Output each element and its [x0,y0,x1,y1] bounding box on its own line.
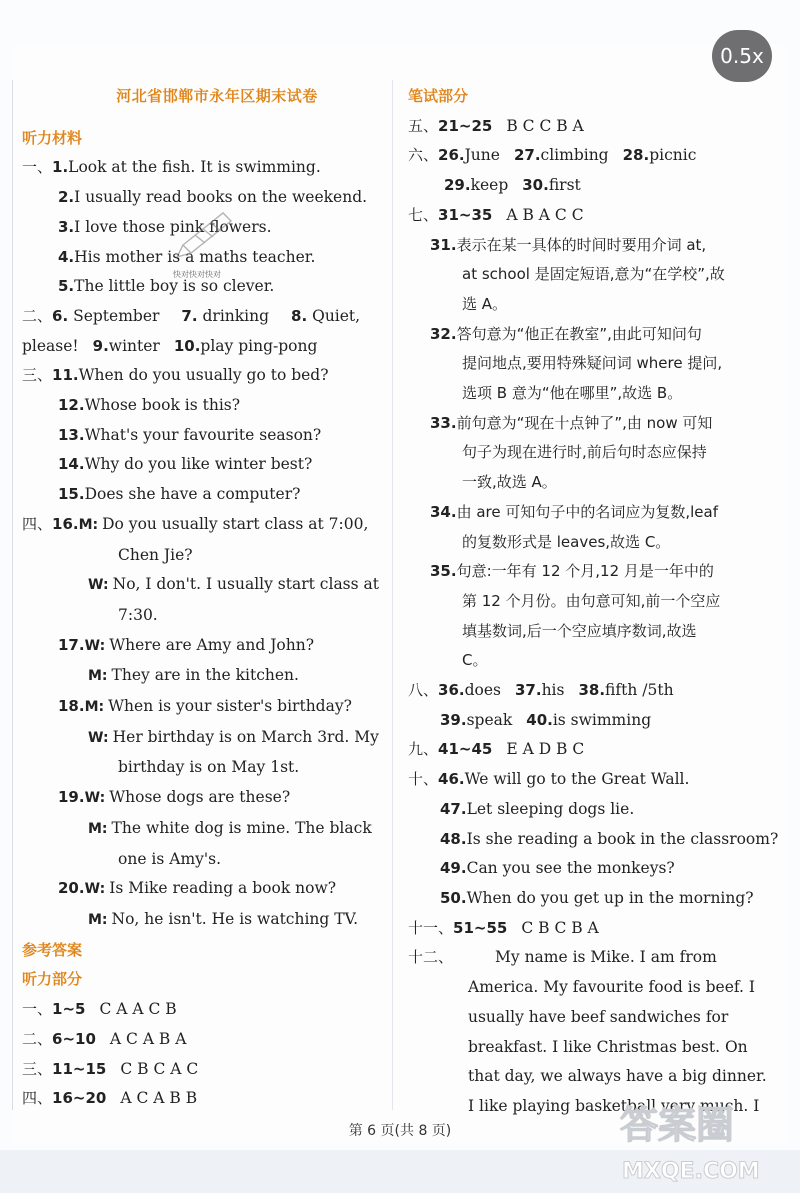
answer-range: 6~10 [52,1029,96,1048]
section-label: 三、 [22,1059,53,1078]
answer-row [408,765,768,795]
item-number: 50. [440,888,467,907]
item-number: 29. [444,176,471,195]
item-text: drinking [202,306,270,325]
item-text: No, he isn't. He is watching TV. [111,909,358,928]
written-heading: 笔试部分 [408,87,469,105]
section-label: 一、 [22,1000,53,1019]
list-item [22,361,384,391]
item-number: 47. [440,799,467,818]
dialogue-line [22,753,384,783]
answer-row [22,1025,384,1055]
explanation-line [408,617,768,647]
explanation-line [408,646,768,676]
answer-letters: C B C B A [521,918,599,937]
speaker: M: [84,699,105,716]
section-label: 一、 [22,158,53,177]
answer-range: 51~55 [453,918,508,937]
item-number: 28. [622,146,650,165]
explanation-line [408,349,768,379]
answer-letters: C B C A C [120,1059,199,1078]
right-column [408,82,779,1122]
item-text: C。 [462,651,488,670]
item-number: 36. [438,681,465,700]
list-item [22,332,384,362]
item-text: His mother is a maths teacher. [74,247,316,266]
speaker: W: [84,790,106,807]
item-text: Is Mike reading a book now? [109,879,337,898]
site-watermark [600,1090,790,1190]
item-text: I usually read books on the weekend. [74,188,368,207]
answer-row [22,995,384,1025]
item-text: Chen Jie? [118,545,193,564]
item-number: 48. [440,829,467,848]
speaker: W: [88,577,109,594]
item-text: We will go to the Great Wall. [464,770,690,789]
item-number: 1. [52,158,69,177]
item-text: 一致,故选 A。 [462,473,557,492]
answer-row [408,706,768,736]
section-label: 六、 [408,146,439,165]
list-item [22,480,384,510]
watermark-logo: 答案圈 [620,1103,735,1147]
explanation-line [408,260,768,290]
answer-row [408,171,768,201]
item-text: play ping-pong [200,336,318,355]
item-number: 18. [58,697,85,716]
item-number: 11. [52,366,79,385]
item-number: 37. [514,681,542,700]
dialogue-line [22,783,384,814]
answer-row [408,735,768,765]
item-text: is swimming [552,710,652,729]
item-text: birthday is on May 1st. [118,758,300,777]
essay-line [408,1033,768,1063]
item-text: Does she have a computer? [84,485,301,504]
answer-row [408,914,768,944]
item-number: 9. [92,336,109,355]
item-text: The little boy is so clever. [74,277,275,296]
watermark-url: MXQE.COM [622,1159,760,1184]
item-text: I like playing basketball very much. I [468,1096,760,1115]
item-text: Her birthday is on March 3rd. My [112,727,379,746]
item-text: 选 A。 [462,294,508,313]
list-item [22,153,384,183]
item-number: 16. [52,514,79,533]
item-text: Whose dogs are these? [109,788,291,807]
section-label: 十一、 [408,918,454,937]
item-text: one is Amy's. [118,849,222,868]
answer-row [22,1055,384,1085]
item-number: 5. [58,277,75,296]
item-text: I love those pink flowers. [74,217,272,236]
explanation-line [408,528,768,558]
item-text: please! [22,336,79,355]
explanation-line [408,320,768,350]
page-number: 第 6 页(共 8 页) [348,1123,452,1139]
dialogue-line [22,845,384,875]
item-text: winter [108,336,160,355]
essay-line [408,973,768,1003]
item-number: 15. [58,485,85,504]
item-text: When do you usually go to bed? [78,366,329,385]
item-number: 30. [522,176,549,195]
section-label: 四、 [22,514,53,533]
column-divider [392,80,393,1110]
answer-row [408,141,768,171]
list-item [22,450,384,480]
answer-letters: A C A B A [109,1029,187,1048]
explanation-line [408,290,768,320]
section-label: 八、 [408,681,439,700]
item-text: his [541,681,565,700]
item-text: Look at the fish. It is swimming. [68,158,321,177]
item-text: 7:30. [118,605,158,624]
speaker: M: [88,668,108,685]
item-number: 40. [526,710,553,729]
answer-row [408,854,768,884]
item-text: Where are Amy and John? [109,635,315,654]
item-number: 8. [291,306,308,325]
item-number: 19. [58,788,85,807]
section-label: 二、 [22,306,53,325]
essay-line [408,943,768,973]
item-number: 12. [58,396,85,415]
speaker: M: [88,911,108,928]
item-number: 6. [52,306,69,325]
answer-range: 31~35 [438,205,493,224]
item-number: 7. [181,306,198,325]
explanation-line [408,587,768,617]
item-number: 31. [430,235,457,254]
item-text: picnic [649,146,697,165]
item-number: 33. [430,413,457,432]
answers-heading: 参考答案 [22,940,83,959]
speaker: W: [84,637,106,654]
item-text: My name is Mike. I am from [495,948,717,967]
answer-row [408,825,779,855]
list-item [22,421,384,451]
answer-range: 16~20 [52,1089,107,1108]
answer-range: 21~25 [438,116,493,135]
answer-row [408,884,768,914]
item-number: 34. [430,502,457,521]
speaker: W: [88,729,109,746]
item-text: What's your favourite season? [84,425,322,444]
speaker: M: [78,516,99,533]
item-text: Do you usually start class at 7:00, [102,514,369,533]
answer-letters: E A D B C [506,740,585,759]
item-text: 第 12 个月份。由句意可知,前一个空应 [462,591,721,610]
item-text: June [464,146,500,165]
explanation-line [408,231,768,261]
item-text: Let sleeping dogs lie. [466,799,635,818]
exam-title: 河北省邯郸市永年区期末试卷 [116,87,318,105]
item-number: 14. [58,455,85,474]
item-number: 17. [58,635,85,654]
essay-line [408,1062,768,1092]
section-label: 七、 [408,205,439,224]
dialogue-line [22,631,384,662]
section-label: 五、 [408,116,439,135]
speaker: M: [88,820,108,837]
item-text: climbing [540,146,609,165]
answer-row [408,676,768,706]
item-number: 32. [430,324,457,343]
item-text: No, I don't. I usually start class at [112,575,379,594]
item-text: September [73,306,160,325]
item-text: 前句意为“现在十点钟了”,由 now 可知 [456,413,713,432]
left-margin-line [12,80,13,1110]
item-text: 填基数词,后一个空应填序数词,故选 [462,621,697,640]
item-number: 13. [58,425,85,444]
item-number: 3. [58,217,75,236]
item-text: America. My favourite food is beef. I [468,978,756,997]
dialogue-line [22,601,384,631]
item-number: 39. [440,710,467,729]
answer-row [408,112,768,142]
item-text: usually have beef sandwiches for [468,1007,729,1026]
explanation-line [408,468,768,498]
dialogue-line [22,661,384,692]
answer-range: 11~15 [52,1059,107,1078]
item-text: first [548,176,581,195]
item-text: Why do you like winter best? [84,455,313,474]
answer-letters: B C C B A [506,116,584,135]
item-text: breakfast. I like Christmas best. On [468,1037,748,1056]
dialogue-line [22,510,384,541]
item-text: 表示在某一具体的时间时要用介词 at, [456,235,707,254]
item-text: They are in the kitchen. [111,666,299,685]
section-label: 二、 [22,1029,53,1048]
answer-letters: A C A B B [120,1089,198,1108]
item-text: 选项 B 意为“他在哪里”,故选 B。 [462,384,683,403]
item-text: Is she reading a book in the classroom? [466,829,779,848]
explanation-line [408,498,768,528]
item-text: fifth /5th [605,681,674,700]
listening-answers-heading: 听力部分 [22,970,83,989]
section-label: 四、 [22,1089,53,1108]
section-label: 十、 [408,770,439,789]
explanation-line [408,409,768,439]
explanation-line [408,557,768,587]
zoom-level-badge[interactable]: 0.5x [712,30,772,82]
item-text: The white dog is mine. The black [111,818,372,837]
answer-letters: C A A C B [99,1000,177,1019]
stamp-text: 快对快对快对 [173,270,221,279]
item-text: When is your sister's birthday? [108,697,352,716]
item-number: 27. [513,146,541,165]
listening-material-heading: 听力材料 [22,128,83,147]
item-text: 提问地点,要用特殊疑问词 where 提问, [462,354,723,373]
item-number: 4. [58,247,75,266]
section-label: 十二、 [408,948,454,967]
item-text: 由 are 可知句子中的名词应为复数,leaf [456,502,719,521]
dialogue-line [22,570,384,601]
item-number: 20. [58,879,85,898]
item-text: 的复数形式是 leaves,故选 C。 [462,532,671,551]
answer-range: 1~5 [52,1000,86,1019]
list-item [22,302,384,332]
item-number: 46. [438,770,465,789]
dialogue-line [22,692,384,723]
item-number: 35. [430,562,457,581]
item-number: 26. [438,146,465,165]
item-number: 10. [173,336,201,355]
item-number: 49. [440,859,467,878]
essay-line [408,1003,768,1033]
explanation-line [408,438,768,468]
list-item [22,391,384,421]
item-text: that day, we always have a big dinner. [468,1067,767,1086]
item-text: Quiet, [312,306,361,325]
dialogue-line [22,905,384,936]
item-text: Can you see the monkeys? [466,859,675,878]
answer-row [408,201,768,231]
answer-row [408,795,768,825]
section-label: 三、 [22,366,53,385]
dialogue-line [22,874,384,905]
dialogue-line [22,814,384,845]
item-text: 句意:一年有 12 个月,12 月是一年中的 [456,562,714,581]
item-text: 句子为现在进行时,前后句时态应保持 [462,443,707,462]
item-text: speak [466,710,513,729]
item-number: 38. [578,681,606,700]
section-label: 九、 [408,740,439,759]
answer-letters: A B A C C [506,205,584,224]
item-text: at school 是固定短语,意为“在学校”,故 [462,265,725,284]
speaker: W: [84,881,106,898]
item-text: does [464,681,501,700]
dialogue-line [22,723,384,754]
item-text: Whose book is this? [84,396,241,415]
answer-range: 41~45 [438,740,493,759]
item-text: When do you get up in the morning? [466,888,754,907]
dialogue-line [22,541,384,571]
pen-stamp-mark [165,195,245,295]
answer-row [22,1084,384,1114]
item-text: keep [470,176,509,195]
item-number: 2. [58,188,75,207]
item-text: 答句意为“他正在教室”,由此可知问句 [456,324,702,343]
explanation-line [408,379,768,409]
